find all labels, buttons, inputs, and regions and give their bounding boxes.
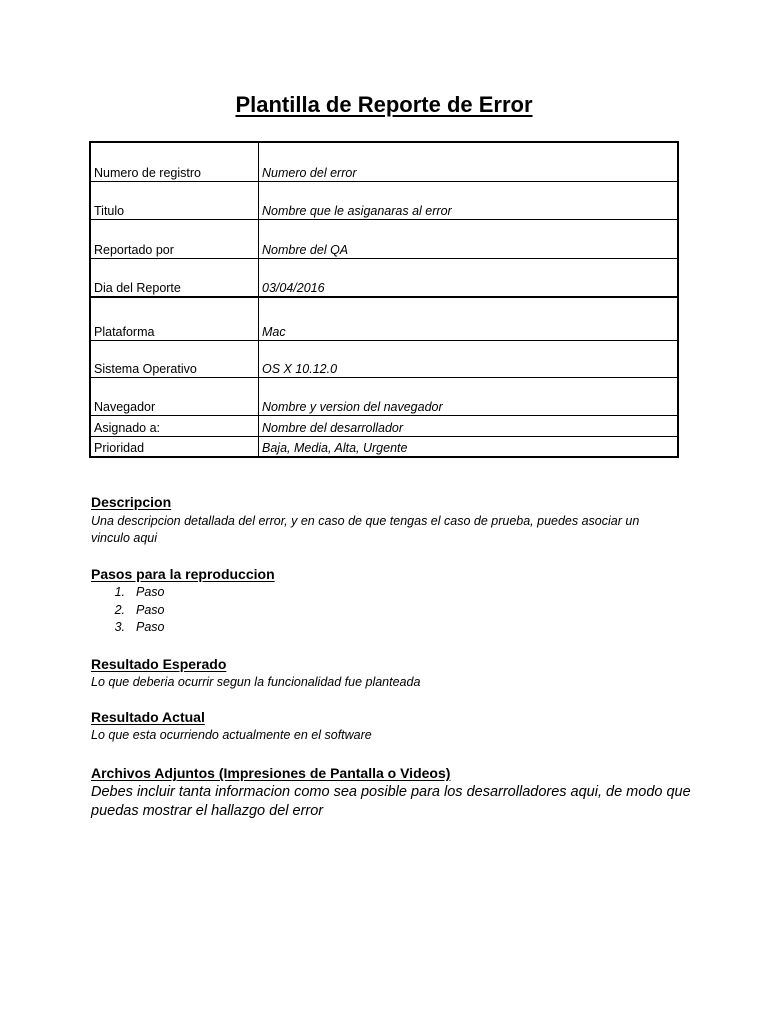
row-value: OS X 10.12.0 [259,340,679,377]
row-label: Asignado a: [90,415,259,436]
page-title: Plantilla de Reporte de Error [235,92,533,117]
resultado-actual-heading: Resultado Actual [91,709,205,725]
table-row-plataforma [90,297,678,340]
step-number: 3. [114,620,125,634]
table-row-asignado [90,415,678,436]
row-value: Numero del error [259,142,679,181]
row-value: Mac [259,297,679,340]
table-row-dia-reporte [90,258,678,297]
table-row-sistema-operativo [90,340,678,377]
row-label: Numero de registro [90,142,259,181]
row-label: Plataforma [90,297,259,340]
resultado-esperado-heading: Resultado Esperado [91,656,227,672]
table-row-navegador [90,377,678,415]
table-row-prioridad [90,436,678,457]
resultado-esperado-text: Lo que deberia ocurrir segun la funcionalidad fue planteada [91,675,421,689]
step-text: Paso [136,585,165,599]
step-item [91,584,165,602]
row-value: Nombre y version del navegador [259,377,679,415]
row-label: Navegador [90,377,259,415]
step-number: 2. [114,602,125,617]
row-label: Reportado por [90,219,259,258]
row-value: Baja, Media, Alta, Urgente [259,436,679,457]
row-value: Nombre del QA [259,219,679,258]
row-value: Nombre que le asiganaras al error [259,181,679,219]
step-number: 1. [114,585,125,599]
row-label: Titulo [90,181,259,219]
table-row-reportado-por [90,219,678,258]
row-value: 03/04/2016 [259,258,679,297]
row-label: Dia del Reporte [90,258,259,297]
table-row-numero-registro [90,142,678,181]
descripcion-heading: Descripcion [91,494,172,510]
step-item [91,619,165,637]
pasos-heading: Pasos para la reproduccion [91,566,275,582]
archivos-adjuntos-text: Debes incluir tanta informacion como sea posible para los desarrolladores aqui, de modo que puedas mostrar el hallazgo del error [91,784,691,819]
archivos-adjuntos-heading: Archivos Adjuntos (Impresiones de Pantalla o Videos) [91,765,451,781]
steps-list [91,584,165,637]
step-item [91,602,165,620]
row-label: Prioridad [90,436,259,457]
row-label: Sistema Operativo [90,340,259,377]
step-text: Paso [136,602,165,617]
resultado-actual-text: Lo que esta ocurriendo actualmente en el software [91,728,372,742]
report-info-table [89,141,679,458]
table-row-titulo [90,181,678,219]
row-value: Nombre del desarrollador [259,415,679,436]
step-text: Paso [136,620,165,634]
descripcion-text: Una descripcion detallada del error, y en caso de que tengas el caso de prueba, puedes asociar un vinculo aqui [91,514,640,545]
